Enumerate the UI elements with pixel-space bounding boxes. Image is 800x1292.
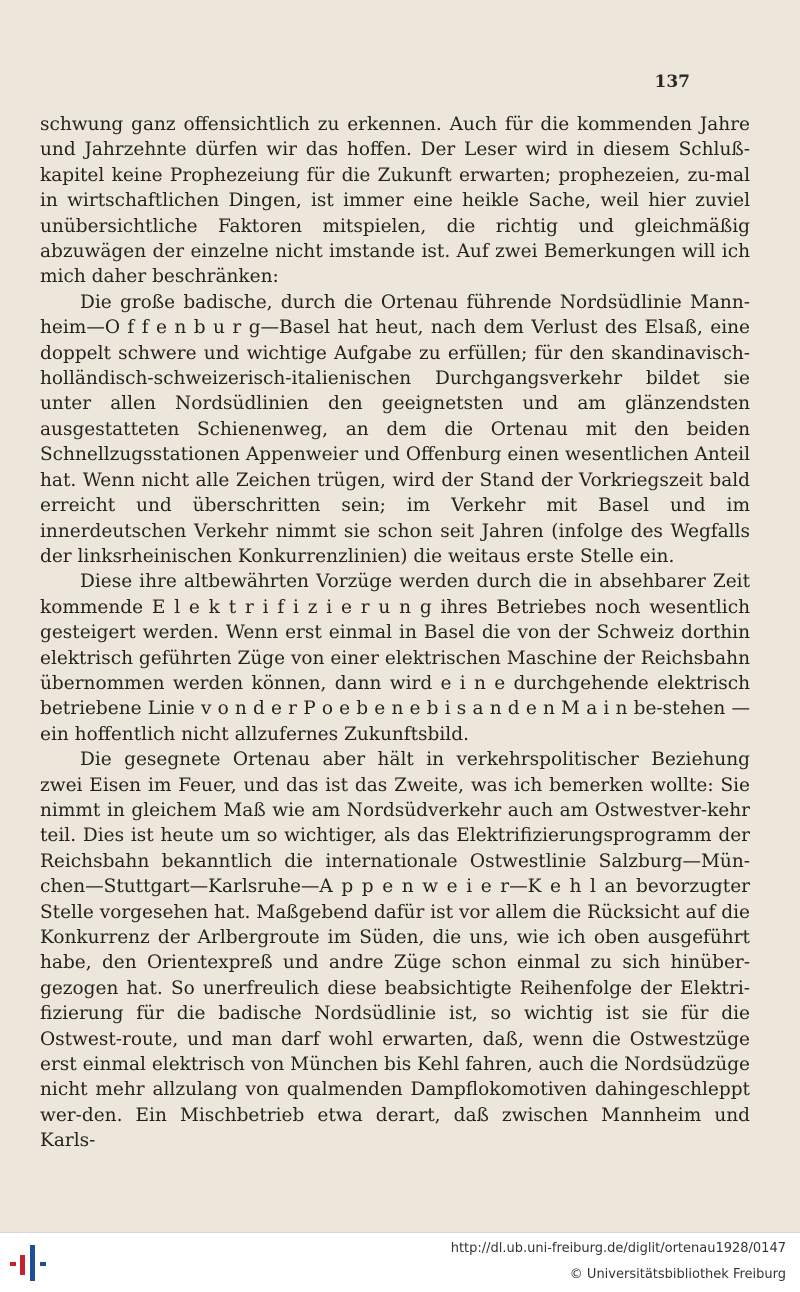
- body-text: [40, 112, 750, 1154]
- footer-bar: [0, 1232, 800, 1292]
- permalink-url[interactable]: http://dl.ub.uni-freiburg.de/diglit/ortenau1928/0147: [450, 1241, 786, 1256]
- paragraph-3: Diese ihre altbewährten Vorzüge werden durch die in absehbarer Zeit kommende E l e k t r i f i z i e r u n g ihres Betriebes noch wesentlich gesteigert werden. Wenn erst einmal in Basel die von der Schweiz dorthin elektrisch geführten Züge von einer elektrischen Maschine der Reichsbahn übernommen werden können, dann wird e i n e durchgehende elektrisch betriebene Linie v o n d e r P o e b e n e b i s a n d e n M a i n be-stehen — ein hoffentlich nicht allzufernes Zukunftsbild.: [40, 571, 750, 745]
- paragraph-1: schwung ganz offensichtlich zu erkennen. Auch für die kommenden Jahre und Jahrzehnte dürfen wir das hoffen. Der Leser wird in diesem Schluß-kapitel keine Prophezeiung für die Zukunft erwarten; prophezeien, zu-mal in wirtschaftlichen Dingen, ist immer eine heikle Sache, weil hier zuviel unübersichtliche Faktoren mitspielen, die richtig und gleichmäßig abzuwägen der einzelne nicht imstande ist. Auf zwei Bemerkungen will ich mich daher beschränken:: [40, 114, 750, 288]
- page-number: 137: [654, 72, 690, 92]
- paragraph-2: Die große badische, durch die Ortenau führende Nordsüdlinie Mann-heim—O f f e n b u r g—Basel hat heut, nach dem Verlust des Elsaß, eine doppelt schwere und wichtige Aufgabe zu erfüllen; für den skandinavisch-holländisch-schweizerisch-italienischen Durchgangsverkehr bildet sie unter allen Nordsüdlinien den geeignetsten und am glänzendsten ausgestatteten Schienenweg, an dem die Ortenau mit den beiden Schnellzugsstationen Appenweier und Offenburg einen wesentlichen Anteil hat. Wenn nicht alle Zeichen trügen, wird der Stand der Vorkriegszeit bald erreicht und überschritten sein; im Verkehr mit Basel und im innerdeutschen Verkehr nimmt sie schon seit Jahren (infolge des Wegfalls der linksrheinischen Konkurrenzlinien) die weitaus erste Stelle ein.: [40, 291, 750, 567]
- library-logo-icon: [10, 1241, 50, 1285]
- paragraph-4: Die gesegnete Ortenau aber hält in verkehrspolitischer Beziehung zwei Eisen im Feuer, und das ist das Zweite, was ich bemerken wollte: Sie nimmt in gleichem Maß wie am Nordsüdverkehr auch am Ostwestver-kehr teil. Dies ist heute um so wichtiger, als das Elektrifizierungsprogramm der Reichsbahn bekanntlich die internationale Ostwestlinie Salzburg—Mün-chen—Stuttgart—Karlsruhe—A p p e n w e i e r—K e h l an bevorzugter Stelle vorgesehen hat. Maßgebend dafür ist vor allem die Rücksicht auf die Konkurrenz der Arlbergroute im Süden, die uns, wie ich oben ausgeführt habe, den Orientexpreß und andre Züge schon einmal zu sich hinüber-gezogen hat. So unerfreulich diese beabsichtigte Reihenfolge der Elektri-fizierung für die badische Nordsüdlinie ist, so wichtig ist sie für die Ostwest-route, und man darf wohl erwarten, daß, wenn die Ostwestzüge erst einmal elektrisch von München bis Kehl fahren, auch die Nordsüdzüge nicht mehr allzulang von qualmenden Dampflokomotiven dahingeschleppt wer-den. Ein Mischbetrieb etwa derart, daß zwischen Mannheim und Karls-: [40, 749, 750, 1152]
- copyright-notice: © Universitätsbibliothek Freiburg: [569, 1267, 786, 1282]
